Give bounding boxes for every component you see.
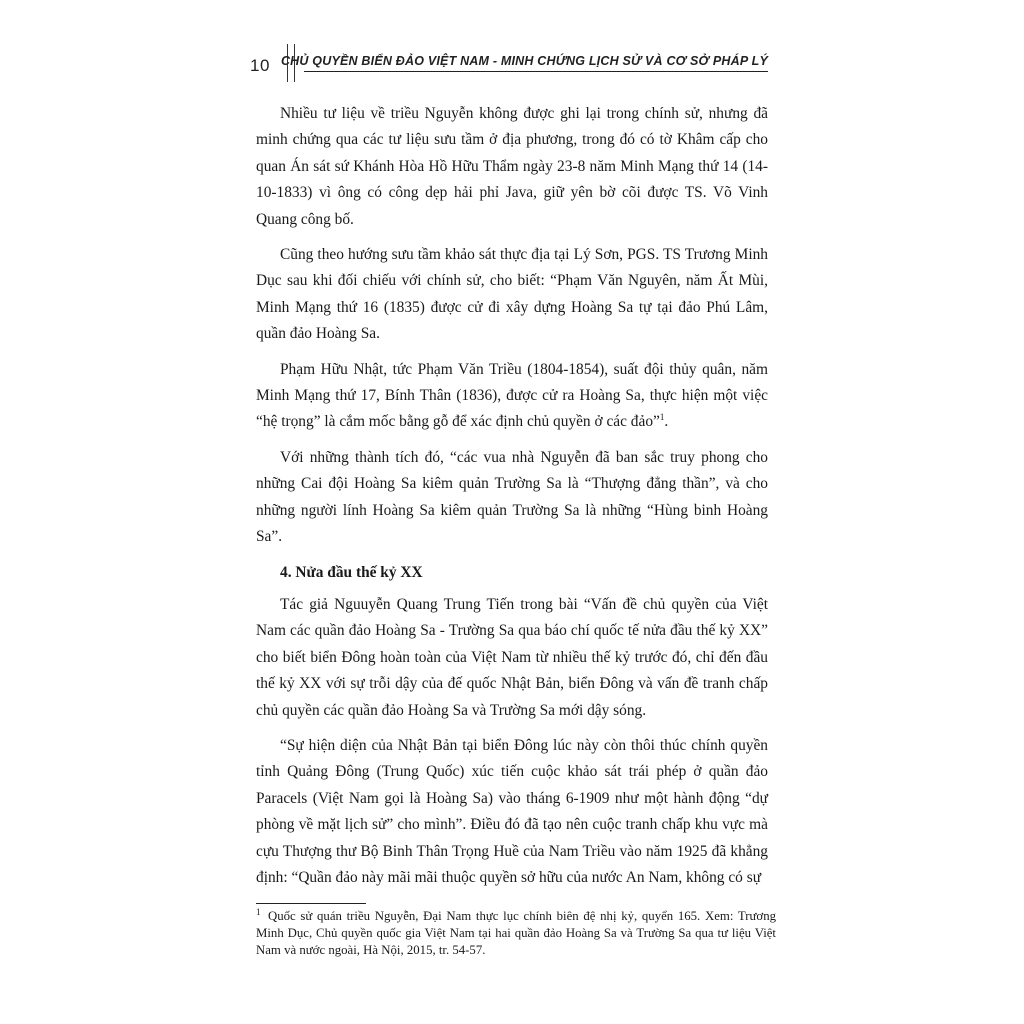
paragraph: Tác giả Nguuyễn Quang Trung Tiến trong bài “Vấn đề chủ quyền của Việt Nam các quần đảo Hoàng Sa - Trường Sa qua báo chí quốc tế nửa đầu thế kỷ XX” cho biết biển Đông hoàn toàn của Việt Nam từ nhiều thế kỷ trước đó, chỉ đến đầu thế kỷ XX với sự trỗi dậy của đế quốc Nhật Bản, biển Đông và vấn đề tranh chấp chủ quyền các quần đảo Hoàng Sa và Trường Sa mới dậy sóng. <box>256 595 768 719</box>
footnote-reference[interactable]: 1 <box>659 412 665 423</box>
paragraph-text: Phạm Hữu Nhật, tức Phạm Văn Triều (1804-1854), suất đội thủy quân, năm Minh Mạng thứ 17, Bính Thân (1836), được cử ra Hoàng Sa, thực hiện một việc “hệ trọng” là cắm mốc bằng gỗ để xác định chủ quyền ở các đảo” <box>256 360 768 431</box>
header-rule <box>304 71 768 72</box>
paragraph: “Sự hiện diện của Nhật Bản tại biển Đông lúc này còn thôi thúc chính quyền tỉnh Quảng Đông (Trung Quốc) xúc tiến cuộc khảo sát trái phép ở quần đảo Paracels (Việt Nam gọi là Hoàng Sa) vào tháng 6-1909 như một hành động “dự phòng về mặt lịch sử” cho mình”. Điều đó đã tạo nên cuộc tranh chấp khu vực mà cựu Thượng thư Bộ Binh Thân Trọng Huề của Nam Triều vào năm 1925 đã khẳng định: “Quần đảo này mãi mãi thuộc quyền sở hữu của nước An Nam, không có sự <box>256 736 768 886</box>
page-number: 10 <box>250 56 270 75</box>
footnote: 1 Quốc sử quán triều Nguyễn, Đại Nam thực lục chính biên đệ nhị kỷ, quyển 165. Xem: Trương Minh Dục, Chủ quyền quốc gia Việt Nam tại hai quần đảo Hoàng Sa và Trường Sa qua tư liệu Việt Nam và nước ngoài, Hà Nội, 2015, tr. 54-57. <box>256 906 776 957</box>
paragraph: Với những thành tích đó, “các vua nhà Nguyễn đã ban sắc truy phong cho những Cai đội Hoàng Sa kiêm quản Trường Sa là “Thượng đẳng thần”, và cho những người lính Hoàng Sa kiêm quản Trường Sa là những “Hùng binh Hoàng Sa”. <box>256 448 768 546</box>
section-heading: 4. Nửa đầu thế kỷ XX <box>280 563 423 581</box>
running-title: CHỦ QUYỀN BIỂN ĐẢO VIỆT NAM - MINH CHỨNG LỊCH SỬ VÀ CƠ SỞ PHÁP LÝ <box>280 54 768 68</box>
body-text <box>256 101 768 900</box>
footnote-text: Quốc sử quán triều Nguyễn, Đại Nam thực lục chính biên đệ nhị kỷ, quyển 165. Xem: Trương Minh Dục, Chủ quyền quốc gia Việt Nam tại hai quần đảo Hoàng Sa và Trường Sa qua tư liệu Việt Nam và nước ngoài, Hà Nội, 2015, tr. 54-57. <box>256 909 776 957</box>
paragraph: Phạm Hữu Nhật, tức Phạm Văn Triều (1804-1854), suất đội thủy quân, năm Minh Mạng thứ 17, Bính Thân (1836), được cử ra Hoàng Sa, thực hiện một việc “hệ trọng” là cắm mốc bằng gỗ để xác định chủ quyền ở các đảo”$^1$. <box>256 360 768 431</box>
paragraph: Nhiều tư liệu về triều Nguyễn không được ghi lại trong chính sử, nhưng đã minh chứng qua các tư liệu sưu tầm ở địa phương, trong đó có tờ Khâm cấp cho quan Án sát sứ Khánh Hòa Hồ Hữu Thẩm ngày 23-8 năm Minh Mạng thứ 14 (14-10-1833) vì ông có công dẹp hải phỉ Java, giữ yên bờ cõi được TS. Võ Vinh Quang công bố. <box>256 105 768 228</box>
footnote-rule <box>256 903 366 904</box>
paragraph: Cũng theo hướng sưu tầm khảo sát thực địa tại Lý Sơn, PGS. TS Trương Minh Dục sau khi đối chiếu với chính sử, cho biết: “Phạm Văn Nguyên, năm Ất Mùi, Minh Mạng thứ 16 (1835) được cử đi xây dựng Hoàng Sa tự tại đảo Phú Lâm, quần đảo Hoàng Sa. <box>256 246 768 343</box>
